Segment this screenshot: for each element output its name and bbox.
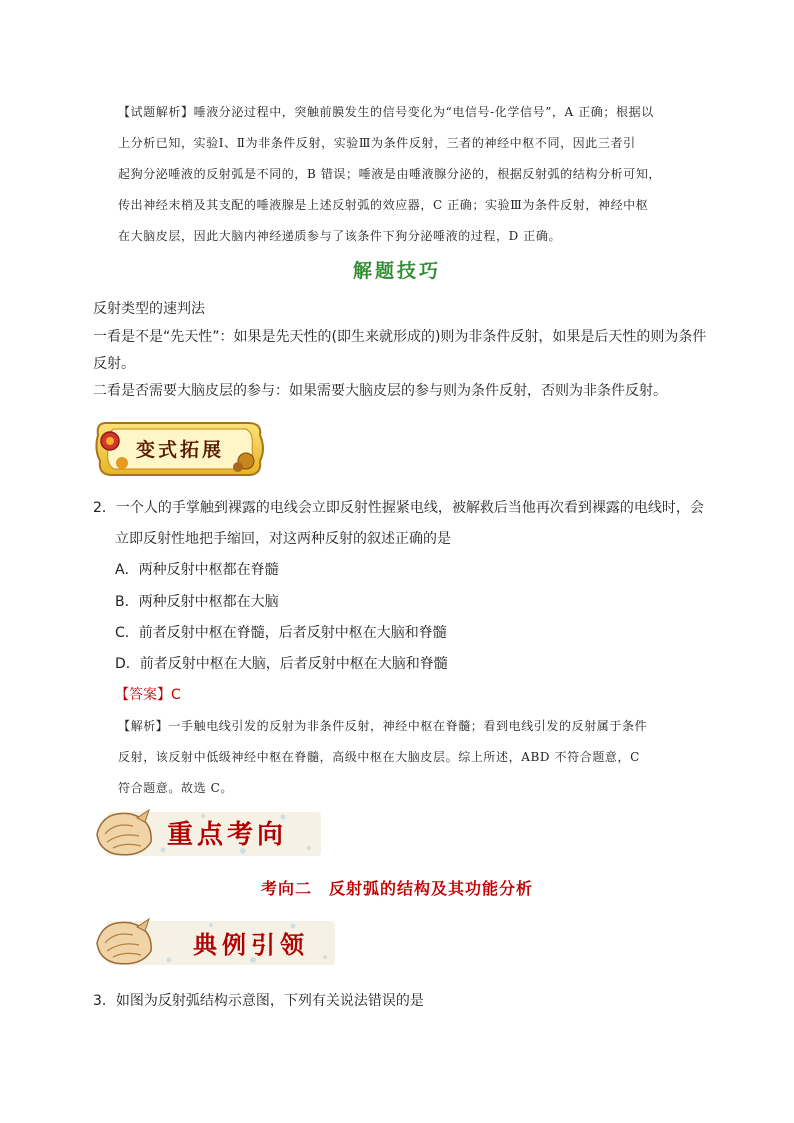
q3-stem: 3．如图为反射弧结构示意图，下列有关说法错误的是 [93,993,424,1009]
q2-explain-2: 反射，该反射中低级神经中枢在脊髓，高级中枢在大脑皮层。综上所述，ABD 不符合题意，C [118,750,640,764]
variant-banner [92,413,268,485]
tips-heading: 反射类型的速判法 [93,301,205,317]
tips-line-1b: 反射。 [93,356,135,372]
example-banner [93,913,339,969]
focus-banner-label: 重点考向 [167,820,288,850]
tips-line-1: 一看是不是“先天性”：如果是先天性的(即生来就形成的)则为非条件反射，如果是后天性的则为条件 [93,329,707,345]
analysis-line-2: 上分析已知，实验Ⅰ、Ⅱ为非条件反射，实验Ⅲ为条件反射，三者的神经中枢不同，因此三者引 [118,136,636,150]
q2-answer-value: C [171,687,181,703]
q2-answer [115,684,181,704]
analysis-line-4: 传出神经末梢及其支配的唾液腺是上述反射弧的效应器，C 正确；实验Ⅲ为条件反射，神经中枢 [118,198,649,212]
analysis-line-3: 起狗分泌唾液的反射弧是不同的，B 错误；唾液是由唾液腺分泌的，根据反射弧的结构分析可知， [118,167,662,181]
section-title: 考向二 反射弧的结构及其功能分析 [260,879,533,898]
q2-option-c: C．前者反射中枢在脊髓，后者反射中枢在大脑和脊髓 [115,625,447,641]
q2-option-b: B．两种反射中枢都在大脑 [115,594,279,610]
tips-line-2: 二看是否需要大脑皮层的参与：如果需要大脑皮层的参与则为条件反射，否则为非条件反射。 [93,383,667,399]
q2-option-d: D．前者反射中枢在大脑，后者反射中枢在大脑和脊髓 [115,656,448,672]
q2-explain-3: 符合题意。故选 C。 [118,781,233,795]
variant-banner-label: 变式拓展 [136,439,225,461]
example-banner-label: 典例引领 [193,930,309,959]
tips-title: 解题技巧 [352,260,441,282]
q2-stem-2: 立即反射性地把手缩回，对这两种反射的叙述正确的是 [115,531,451,547]
q2-stem-1: 2．一个人的手掌触到裸露的电线会立即反射性握紧电线，被解救后当他再次看到裸露的电线时，会 [93,500,704,516]
q2-option-a: A．两种反射中枢都在脊髓 [115,562,279,578]
analysis-line-5: 在大脑皮层，因此大脑内神经递质参与了该条件下狗分泌唾液的过程，D 正确。 [118,229,562,243]
q2-answer-tag: 【答案】 [115,687,171,703]
analysis-line-1: 【试题解析】唾液分泌过程中，突触前膜发生的信号变化为“电信号-化学信号”，A 正确；根据以 [118,105,654,119]
q2-explain-1: 【解析】一手触电线引发的反射为非条件反射，神经中枢在脊髓；看到电线引发的反射属于条件 [118,719,648,733]
focus-banner [93,804,323,860]
